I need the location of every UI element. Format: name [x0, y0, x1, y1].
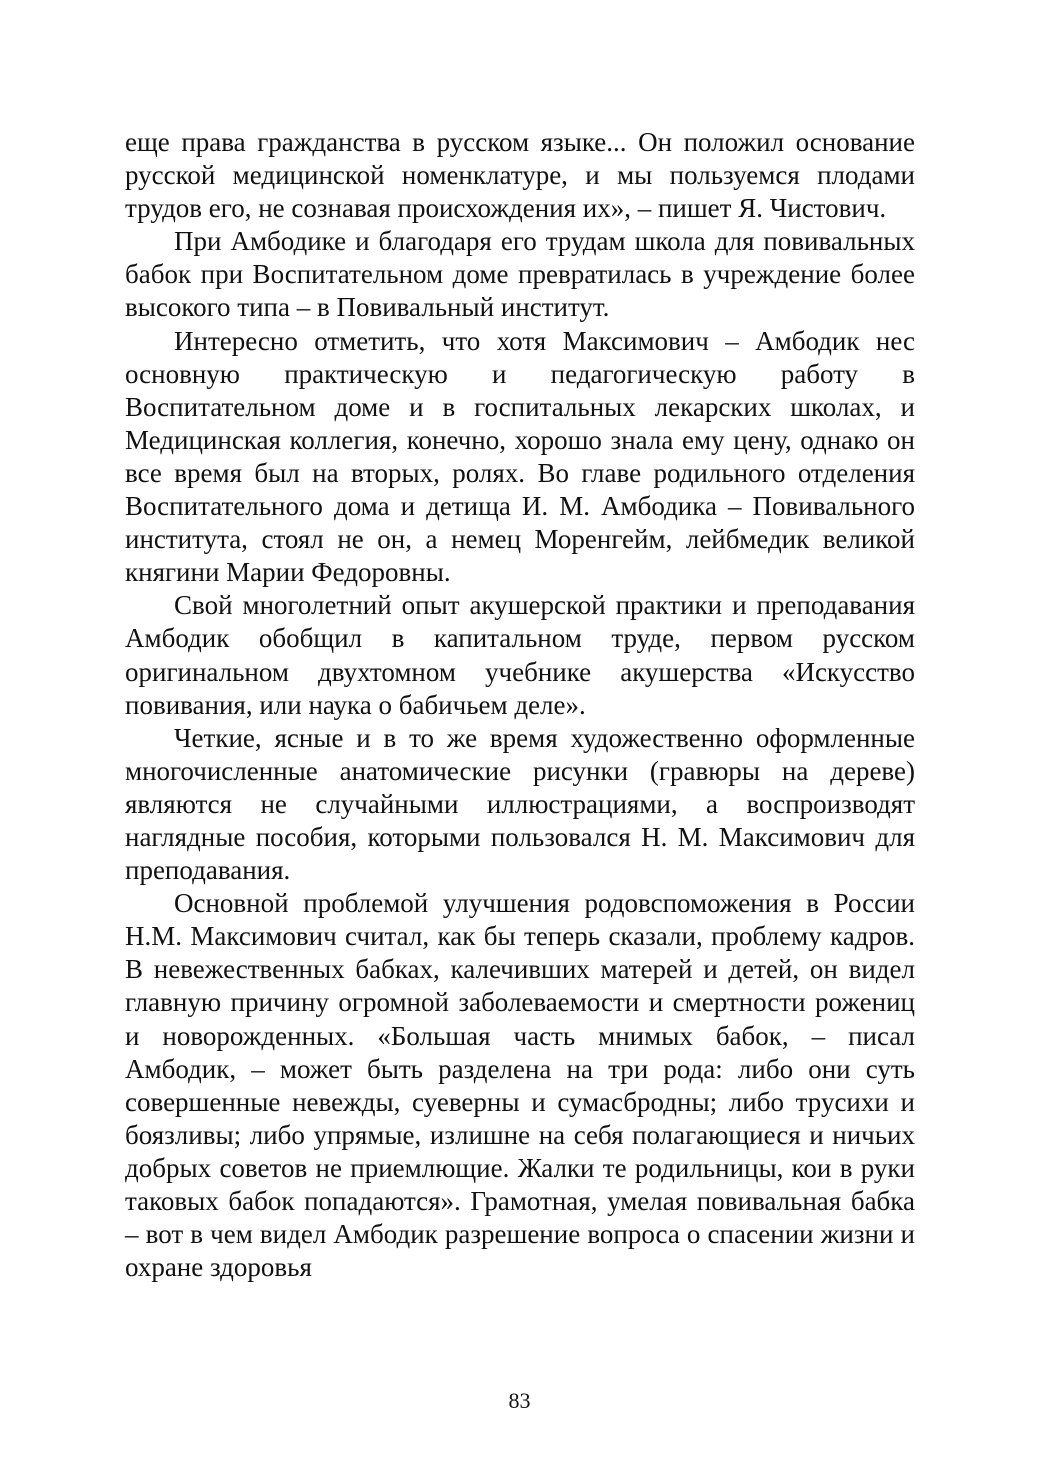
paragraph-uchebnik: Свой многолетний опыт акушерской практики и преподавания Амбодик обобщил в капитальном труде, первом русском оригинальном двухтомном учебнике акушерства «Искусство повивания, или наука о бабичьем деле».: [125, 590, 915, 720]
paragraph-problema-kadrov: Основной проблемой улучшения родовспоможения в России Н.М. Максимович считал, как бы теперь сказали, проблему кадров. В невежественных бабках, калечивших матерей и детей, он видел главную причину огромной заболеваемости и смертности рожениц и новорожденных. «Большая часть мнимых бабок, – писал Амбодик, – может быть разделена на три рода: либо они суть совершенные невежды, суеверны и сумасбродны; либо трусихи и боязливы; либо упрямые, излишне на себя полагающиеся и ничьих добрых советов не приемлющие. Жалки те родильницы, кои в руки таковых бабок попадаются». Грамотная, умелая повивальная бабка – вот в чем видел Амбодик разрешение вопроса о спасении жизни и охране здоровья: [125, 888, 915, 1283]
page-number: 83: [508, 1388, 531, 1413]
paragraph-risunki: Четкие, ясные и в то же время художественно оформленные многочисленные анатомические рисунки (гравюры на дереве) являются не случайными иллюстрациями, а воспроизводят наглядные пособия, которыми пользовался Н. М. Максимович для преподавания.: [125, 722, 915, 886]
paragraph-continued: еще права гражданства в русском языке... Он положил основание русской медицинской номенклатуре, и мы пользуемся плодами трудов его, не сознавая происхождения их», – пишет Я. Чистович.: [125, 127, 915, 224]
body-text: [125, 126, 915, 1284]
paragraph-vtorye-roli: Интересно отметить, что хотя Максимович – Амбодик нес основную практическую и педагогическую работу в Воспитательном доме и в госпитальных лекарских школах, и Медицинская коллегия, конечно, хорошо знала ему цену, однако он все время был на вторых, ролях. Во главе родильного отделения Воспитательного дома и детища И. М. Амбодика – Повивального института, стоял не он, а немец Моренгейм, лейбмедик великой княгини Марии Федоровны.: [125, 325, 915, 588]
paragraph-povivalny-institut: При Амбодике и благодаря его трудам школа для повивальных бабок при Воспитательном доме превратилась в учреждение более высокого типа – в Повивальный институт.: [125, 226, 915, 323]
